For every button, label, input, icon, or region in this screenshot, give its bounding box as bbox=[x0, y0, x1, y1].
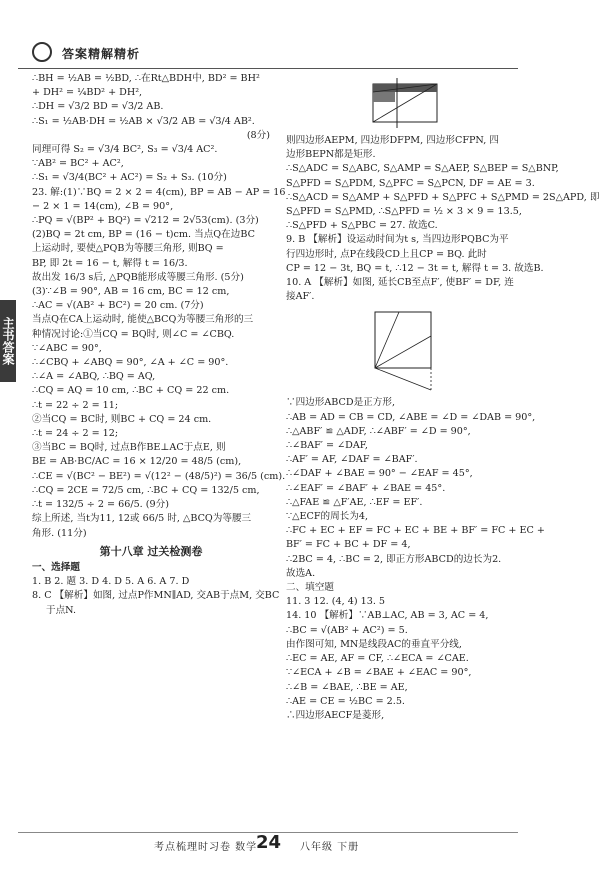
text-line: ∴CE = √(BC² − BE²) = √(12² − (48/5)²) = 36/5 (cm). bbox=[32, 470, 286, 482]
text-line: ∵△ECF的周长为4, bbox=[286, 511, 369, 523]
text-line: ∴∠DAF + ∠BAE = 90° − ∠EAF = 45°, bbox=[286, 468, 473, 480]
section-choice-title: 一、选择题 bbox=[32, 561, 80, 573]
text-line: BF′ = FC + BC + DF = 4, bbox=[286, 539, 411, 551]
text-line: ∴t = 132/5 ÷ 2 = 66/5. (9分) bbox=[32, 499, 169, 511]
text-line: (3)∵∠B = 90°, AB = 16 cm, BC = 12 cm, bbox=[32, 286, 230, 298]
text-line: ∴EC = AE, AF = CF, ∴∠ECA = ∠CAE. bbox=[286, 653, 469, 665]
text-line: ∴∠A = ∠ABQ, ∴BQ = AQ, bbox=[32, 371, 156, 383]
mc-answers-line: 1. B 2. 题 3. D 4. D 5. A 6. A 7. D bbox=[32, 576, 190, 588]
text-line: 故出发 16/3 s后, △PQB能形成等腰三角形. (5分) bbox=[32, 271, 244, 283]
text-line: BE = AB·BC/AC = 16 × 12/20 = 48/5 (cm), bbox=[32, 456, 242, 468]
text-line: ∴PQ = √(BP² + BQ²) = √212 = 2√53(cm). (3分) bbox=[32, 215, 259, 227]
mc-explanation-line-2: 于点N. bbox=[46, 604, 77, 616]
text-line: ∵四边形ABCD是正方形, bbox=[286, 397, 395, 409]
text-line: ∴∠EAF′ = ∠BAF′ + ∠BAE = 45°. bbox=[286, 482, 446, 494]
text-line: ∴∠CBQ + ∠ABQ = 90°, ∠A + ∠C = 90°. bbox=[32, 357, 229, 369]
page-header bbox=[18, 40, 518, 66]
text-line: ∵AB² = BC² + AC², bbox=[32, 158, 124, 170]
text-line: ∴t = 24 ÷ 2 = 12; bbox=[32, 428, 119, 440]
text-line: 种情况讨论:①当CQ = BQ时, 则∠C = ∠CBQ. bbox=[32, 328, 235, 340]
text-line: ∴2BC = 4, ∴BC = 2, 即正方形ABCD的边长为2. bbox=[286, 553, 502, 565]
mc-explanation-line: 8. C 【解析】如图, 过点P作MN∥AD, 交AB于点M, 交BC bbox=[32, 590, 280, 602]
text-line: S△PFD = S△PMD, ∴S△PFD = ½ × 3 × 9 = 13.5, bbox=[286, 206, 522, 218]
page-number: 24 bbox=[256, 832, 282, 853]
text-line: CP = 12 − 3t, BQ = t, ∴12 − 3t = t, 解得 t = 3. 故选B. bbox=[286, 262, 544, 274]
text-line: ∴S△PFD + S△PBC = 27. 故选C. bbox=[286, 220, 438, 232]
text-line: ∵∠ABC = 90°, bbox=[32, 342, 102, 354]
text-line: 14. 10 【解析】∵AB⊥AC, AB = 3, AC = 4, bbox=[286, 610, 489, 622]
page-footer bbox=[0, 832, 534, 856]
text-line: ∴△ABF′ ≌ △ADF, ∴∠ABF′ = ∠D = 90°, bbox=[286, 425, 471, 437]
text-line: 边形BEPN都是矩形. bbox=[286, 149, 376, 161]
chapter-title: 第十八章 过关检测卷 bbox=[99, 544, 203, 558]
text-line: ∴S△ADC = S△ABC, S△AMP = S△AEP, S△BEP = S△BNP, bbox=[286, 163, 559, 175]
text-line: 9. B 【解析】设运动时间为t s, 当四边形PQBC为平 bbox=[286, 234, 509, 246]
text-line: ∴FC + EC + EF = FC + EC + BE + BF′ = FC + EC + bbox=[286, 525, 545, 537]
text-line: ∴BC = √(AB² + AC²) = 5. bbox=[286, 624, 408, 636]
text-line: ∴AE = CE = ½BC = 2.5. bbox=[286, 695, 405, 707]
rectangle-figure bbox=[361, 74, 451, 132]
text-line: 同理可得 S₂ = √3/4 BC², S₃ = √3/4 AC². bbox=[32, 144, 218, 156]
text-line: 角形. (11分) bbox=[32, 527, 87, 539]
text-line: 11. 3 12. (4, 4) 13. 5 bbox=[286, 596, 386, 608]
text-line: ∴S₁ = ½AB·DH = ½AB × √3/2 AB = √3/4 AB². bbox=[32, 115, 255, 127]
text-line: 10. A 【解析】如图, 延长CB至点F′, 使BF′ = DF, 连 bbox=[286, 277, 514, 289]
text-line: ∴AB = AD = CB = CD, ∠ABE = ∠D = ∠DAB = 90°, bbox=[286, 411, 536, 423]
text-line: 上运动时, 要使△PQB为等腰三角形, 则BQ = bbox=[32, 243, 224, 255]
text-line: (8分) bbox=[246, 129, 270, 141]
text-line: ∵∠ECA + ∠B = ∠BAE + ∠EAC = 90°, bbox=[286, 667, 472, 679]
seal-logo-icon bbox=[32, 42, 52, 62]
text-line: + DH² = ¼BD² + DH², bbox=[32, 87, 143, 99]
text-line: 二、填空题 bbox=[286, 582, 334, 594]
text-line: ③当BC = BQ时, 过点B作BE⊥AC于点E, 则 bbox=[32, 442, 226, 454]
text-line: S△PFD = S△PDM, S△PFC = S△PCN, DF = AE = 3. bbox=[286, 177, 535, 189]
text-line: ∴AF′ = AF, ∠DAF = ∠BAF′. bbox=[286, 454, 418, 466]
text-line: ∴S△ACD = S△AMP + S△PFD + S△PFC + S△PMD = 2S△APD, 即 bbox=[286, 191, 599, 203]
text-line: 则四边形AEPM, 四边形DFPM, 四边形CFPN, 四 bbox=[286, 135, 499, 146]
text-line: ∴四边形AECF是菱形, bbox=[286, 709, 385, 721]
text-line: ∴AC = √(AB² + BC²) = 20 cm. (7分) bbox=[32, 300, 204, 312]
text-line: 当点Q在CA上运动时, 能使△BCQ为等腰三角形的三 bbox=[32, 314, 254, 326]
text-line: ∴t = 22 ÷ 2 = 11; bbox=[32, 399, 119, 411]
header-title: 答案精解精析 bbox=[62, 47, 141, 61]
text-line: ∴△FAE ≌ △F′AE, ∴EF = EF′. bbox=[286, 496, 423, 508]
text-line: 23. 解:(1)∵BQ = 2 × 2 = 4(cm), BP = AB − AP = 16 bbox=[32, 186, 286, 198]
text-line: BP, 即 2t = 16 − t, 解得 t = 16/3. bbox=[32, 257, 188, 269]
text-line: ∴∠B = ∠BAE, ∴BE = AE, bbox=[286, 681, 408, 693]
side-tab: 主书答案 bbox=[0, 300, 16, 382]
left-column bbox=[32, 72, 286, 618]
square-figure bbox=[351, 306, 461, 394]
text-line: − 2 × 1 = 14(cm), ∠B = 90°, bbox=[32, 200, 174, 212]
footer-left: 考点梳理时习卷 数学 bbox=[154, 842, 258, 853]
text-line: ∴DH = √3/2 BD = √3/2 AB. bbox=[32, 101, 164, 113]
text-line: 行四边形时, 点P在线段CD上且CP = BQ. 此时 bbox=[286, 248, 487, 260]
text-line: ∴∠BAF′ = ∠DAF, bbox=[286, 440, 368, 452]
text-line: 接AF′. bbox=[286, 291, 315, 303]
right-column bbox=[286, 72, 599, 723]
text-line: ∴CQ = 2CE = 72/5 cm, ∴BC + CQ = 132/5 cm, bbox=[32, 484, 260, 496]
text-line: ∴BH = ½AB = ½BD, ∴在Rt△BDH中, BD² = BH² bbox=[32, 73, 260, 84]
text-line: ∴S₁ = √3/4(BC² + AC²) = S₂ + S₃. (10分) bbox=[32, 172, 227, 184]
text-line: ②当CQ = BC时, 则BC + CQ = 24 cm. bbox=[32, 413, 212, 425]
footer-right: 八年级 下册 bbox=[300, 842, 360, 853]
text-line: 故选A. bbox=[286, 567, 316, 579]
header-rule bbox=[18, 68, 518, 69]
text-line: 综上所述, 当t为11, 12或 66/5 时, △BCQ为等腰三 bbox=[32, 513, 252, 525]
text-line: ∴CQ = AQ = 10 cm, ∴BC + CQ = 22 cm. bbox=[32, 385, 230, 397]
text-line: 由作图可知, MN是线段AC的垂直平分线, bbox=[286, 638, 462, 650]
text-line: (2)BQ = 2t cm, BP = (16 − t)cm. 当点Q在边BC bbox=[32, 229, 255, 241]
